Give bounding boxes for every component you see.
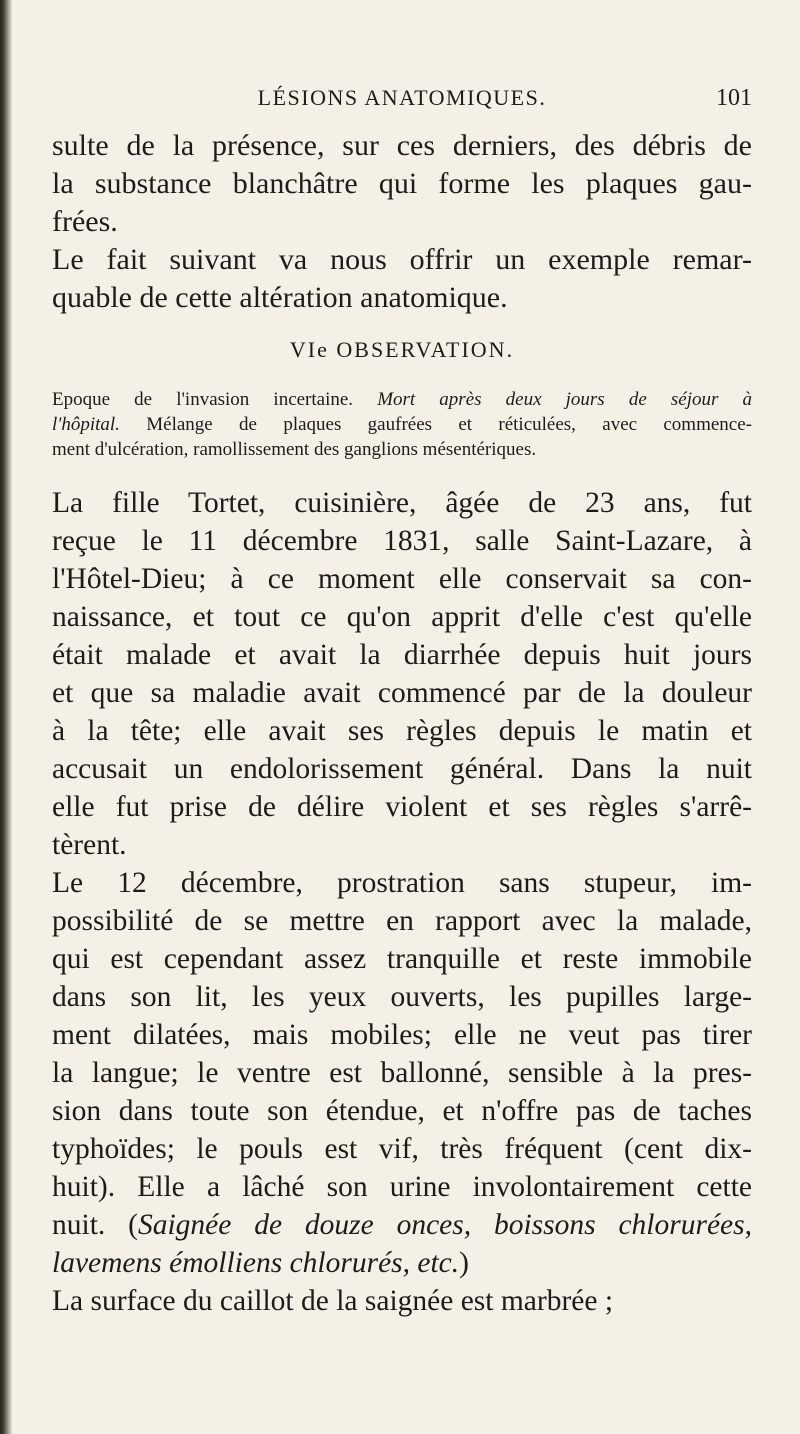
text-line: la langue; le ventre est ballonné, sensible à la pres- bbox=[52, 1057, 752, 1089]
running-head: LÉSIONS ANATOMIQUES. bbox=[257, 85, 547, 110]
text-line: huit). Elle a lâché son urine involontairement cette bbox=[52, 1171, 752, 1203]
summary-italic-text: Mort après deux jours de séjour à bbox=[377, 389, 752, 410]
text-line: dans son lit, les yeux ouverts, les pupilles large- bbox=[52, 981, 752, 1013]
paragraph-blood-clot bbox=[52, 1282, 752, 1320]
text-line: Le 12 décembre, prostration sans stupeur, im- bbox=[52, 867, 752, 899]
italic-text-run: lavemens émolliens chlorurés, etc. bbox=[52, 1247, 460, 1279]
text-line: accusait un endolorissement général. Dans la nuit bbox=[52, 753, 752, 785]
text-line: naissance, et tout ce qu'on apprit d'elle c'est qu'elle bbox=[52, 601, 752, 633]
text-line: La fille Tortet, cuisinière, âgée de 23 ans, fut bbox=[52, 487, 752, 519]
text-line: sulte de la présence, sur ces derniers, des débris de bbox=[52, 129, 752, 162]
paragraph-continuation bbox=[52, 127, 752, 241]
text-line: quable de cette altération anatomique. bbox=[52, 281, 508, 314]
text-run: ) bbox=[459, 1247, 469, 1279]
summary-line bbox=[52, 412, 752, 437]
text-line: elle fut prise de délire violent et ses règles s'arrê- bbox=[52, 791, 752, 823]
text-line: reçue le 11 décembre 1831, salle Saint-Lazare, à bbox=[52, 525, 752, 557]
paragraph-case-history bbox=[52, 484, 752, 864]
observation-summary bbox=[52, 387, 752, 462]
section-heading: VIe OBSERVATION. bbox=[289, 337, 515, 362]
summary-text: Epoque de l'invasion incertaine. bbox=[52, 389, 354, 410]
text-line: était malade et avait la diarrhée depuis huit jours bbox=[52, 639, 752, 671]
text-line: La surface du caillot de la saignée est marbrée ; bbox=[52, 1285, 614, 1317]
book-page bbox=[52, 85, 752, 1320]
text-line: Le fait suivant va nous offrir un exemple remar- bbox=[52, 243, 752, 276]
text-line: la substance blanchâtre qui forme les plaques gau- bbox=[52, 167, 752, 200]
text-line: ment dilatées, mais mobiles; elle ne veut pas tirer bbox=[52, 1019, 752, 1051]
text-line: et que sa maladie avait commencé par de la douleur bbox=[52, 677, 752, 709]
summary-line: ment d'ulcération, ramollissement des ganglions mésentériques. bbox=[52, 439, 537, 460]
text-line bbox=[52, 1206, 752, 1244]
text-line: frées. bbox=[52, 205, 118, 238]
paragraph-december-12 bbox=[52, 864, 752, 1282]
text-line: possibilité de se mettre en rapport avec la malade, bbox=[52, 905, 752, 937]
text-line bbox=[52, 1244, 752, 1282]
text-line: qui est cependant assez tranquille et reste immobile bbox=[52, 943, 752, 975]
page-number: 101 bbox=[716, 85, 752, 111]
italic-text-run: Saignée de douze onces, boissons chlorurées, bbox=[137, 1209, 752, 1241]
paragraph-intro-case bbox=[52, 241, 752, 317]
text-line: tèrent. bbox=[52, 829, 127, 861]
scan-page-edge bbox=[0, 0, 12, 1434]
text-run: nuit. ( bbox=[52, 1209, 138, 1241]
text-line: typhoïdes; le pouls est vif, très fréquent (cent dix- bbox=[52, 1133, 752, 1165]
text-line: l'Hôtel-Dieu; à ce moment elle conservait sa con- bbox=[52, 563, 752, 595]
text-line: à la tête; elle avait ses règles depuis le matin et bbox=[52, 715, 752, 747]
summary-italic-text: l'hôpital. bbox=[52, 414, 120, 435]
summary-line bbox=[52, 387, 752, 412]
text-line: sion dans toute son étendue, et n'offre pas de taches bbox=[52, 1095, 752, 1127]
page-header bbox=[52, 85, 752, 125]
summary-text: Mélange de plaques gaufrées et réticulées, avec commence- bbox=[146, 414, 752, 435]
